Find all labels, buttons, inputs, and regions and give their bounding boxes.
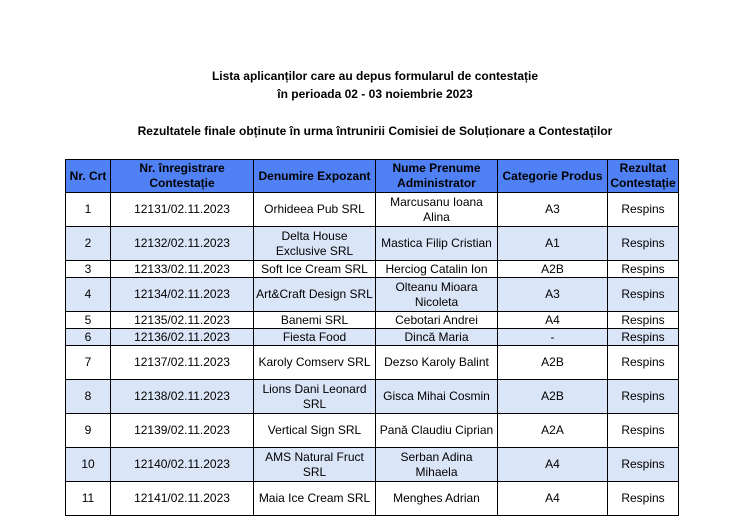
cell-administrator: Dezso Karoly Balint xyxy=(376,346,498,380)
cell-administrator: Marcusanu Ioana Alina xyxy=(376,193,498,227)
cell-expozant: Banemi SRL xyxy=(254,312,376,329)
header-denumire-expozant: Denumire Expozant xyxy=(254,160,376,193)
cell-rezultat: Respins xyxy=(608,227,679,261)
cell-inregistrare: 12135/02.11.2023 xyxy=(111,312,254,329)
table-row xyxy=(66,193,679,227)
cell-rezultat: Respins xyxy=(608,414,679,448)
table-header-row xyxy=(66,160,679,193)
cell-categorie: A2B xyxy=(498,380,608,414)
document-title: Lista aplicanților care au depus formularul de contestație xyxy=(211,69,539,83)
cell-expozant: Orhideea Pub SRL xyxy=(254,193,376,227)
cell-expozant: Art&Craft Design SRL xyxy=(254,278,376,312)
cell-administrator: Herciog Catalin Ion xyxy=(376,261,498,278)
cell-expozant: Lions Dani Leonard SRL xyxy=(254,380,376,414)
cell-categorie: A3 xyxy=(498,193,608,227)
cell-categorie: A1 xyxy=(498,227,608,261)
cell-expozant: Fiesta Food xyxy=(254,329,376,346)
cell-inregistrare: 12140/02.11.2023 xyxy=(111,448,254,482)
cell-inregistrare: 12136/02.11.2023 xyxy=(111,329,254,346)
cell-rezultat: Respins xyxy=(608,380,679,414)
table-row xyxy=(66,261,679,278)
cell-inregistrare: 12138/02.11.2023 xyxy=(111,380,254,414)
cell-rezultat: Respins xyxy=(608,329,679,346)
cell-rezultat: Respins xyxy=(608,346,679,380)
cell-administrator: Gisca Mihai Cosmin xyxy=(376,380,498,414)
cell-administrator: Pană Claudiu Ciprian xyxy=(376,414,498,448)
cell-expozant: Soft Ice Cream SRL xyxy=(254,261,376,278)
header-nume-administrator: Nume Prenume Administrator xyxy=(376,160,498,193)
cell-rezultat: Respins xyxy=(608,312,679,329)
cell-administrator: Menghes Adrian xyxy=(376,482,498,516)
table-row xyxy=(66,312,679,329)
cell-nr: 4 xyxy=(66,278,111,312)
table-row xyxy=(66,227,679,261)
cell-expozant: AMS Natural Fruct SRL xyxy=(254,448,376,482)
cell-inregistrare: 12132/02.11.2023 xyxy=(111,227,254,261)
cell-nr: 1 xyxy=(66,193,111,227)
cell-inregistrare: 12141/02.11.2023 xyxy=(111,482,254,516)
table-row xyxy=(66,448,679,482)
cell-inregistrare: 12137/02.11.2023 xyxy=(111,346,254,380)
cell-categorie: A4 xyxy=(498,482,608,516)
cell-nr: 9 xyxy=(66,414,111,448)
table-row xyxy=(66,380,679,414)
cell-nr: 11 xyxy=(66,482,111,516)
table-row xyxy=(66,346,679,380)
cell-categorie: A2B xyxy=(498,261,608,278)
cell-inregistrare: 12139/02.11.2023 xyxy=(111,414,254,448)
cell-categorie: A2A xyxy=(498,414,608,448)
cell-rezultat: Respins xyxy=(608,193,679,227)
cell-nr: 2 xyxy=(66,227,111,261)
document-subtitle: Rezultatele finale obținute în urma întrunirii Comisiei de Soluționare a Contestaților xyxy=(137,124,613,138)
cell-expozant: Delta House Exclusive SRL xyxy=(254,227,376,261)
table-row xyxy=(66,329,679,346)
results-table xyxy=(65,159,679,516)
cell-inregistrare: 12131/02.11.2023 xyxy=(111,193,254,227)
cell-inregistrare: 12134/02.11.2023 xyxy=(111,278,254,312)
cell-rezultat: Respins xyxy=(608,482,679,516)
cell-categorie: - xyxy=(498,329,608,346)
cell-rezultat: Respins xyxy=(608,261,679,278)
cell-expozant: Maia Ice Cream SRL xyxy=(254,482,376,516)
cell-administrator: Olteanu Mioara Nicoleta xyxy=(376,278,498,312)
cell-administrator: Mastica Filip Cristian xyxy=(376,227,498,261)
cell-expozant: Karoly Comserv SRL xyxy=(254,346,376,380)
header-nr-crt: Nr. Crt xyxy=(66,160,111,193)
cell-administrator: Cebotari Andrei xyxy=(376,312,498,329)
cell-nr: 10 xyxy=(66,448,111,482)
cell-expozant: Vertical Sign SRL xyxy=(254,414,376,448)
cell-inregistrare: 12133/02.11.2023 xyxy=(111,261,254,278)
cell-categorie: A2B xyxy=(498,346,608,380)
cell-nr: 3 xyxy=(66,261,111,278)
cell-nr: 5 xyxy=(66,312,111,329)
cell-categorie: A4 xyxy=(498,312,608,329)
header-nr-inregistrare: Nr. înregistrare Contestație xyxy=(111,160,254,193)
table-row xyxy=(66,482,679,516)
cell-administrator: Serban Adina Mihaela xyxy=(376,448,498,482)
header-rezultat: Rezultat Contestație xyxy=(608,160,679,193)
cell-nr: 7 xyxy=(66,346,111,380)
table-row xyxy=(66,414,679,448)
cell-categorie: A4 xyxy=(498,448,608,482)
cell-categorie: A3 xyxy=(498,278,608,312)
header-categorie-produs: Categorie Produs xyxy=(498,160,608,193)
cell-nr: 6 xyxy=(66,329,111,346)
cell-nr: 8 xyxy=(66,380,111,414)
table-row xyxy=(66,278,679,312)
cell-rezultat: Respins xyxy=(608,278,679,312)
cell-administrator: Dincă Maria xyxy=(376,329,498,346)
cell-rezultat: Respins xyxy=(608,448,679,482)
document-period: în perioada 02 - 03 noiembrie 2023 xyxy=(277,87,473,101)
